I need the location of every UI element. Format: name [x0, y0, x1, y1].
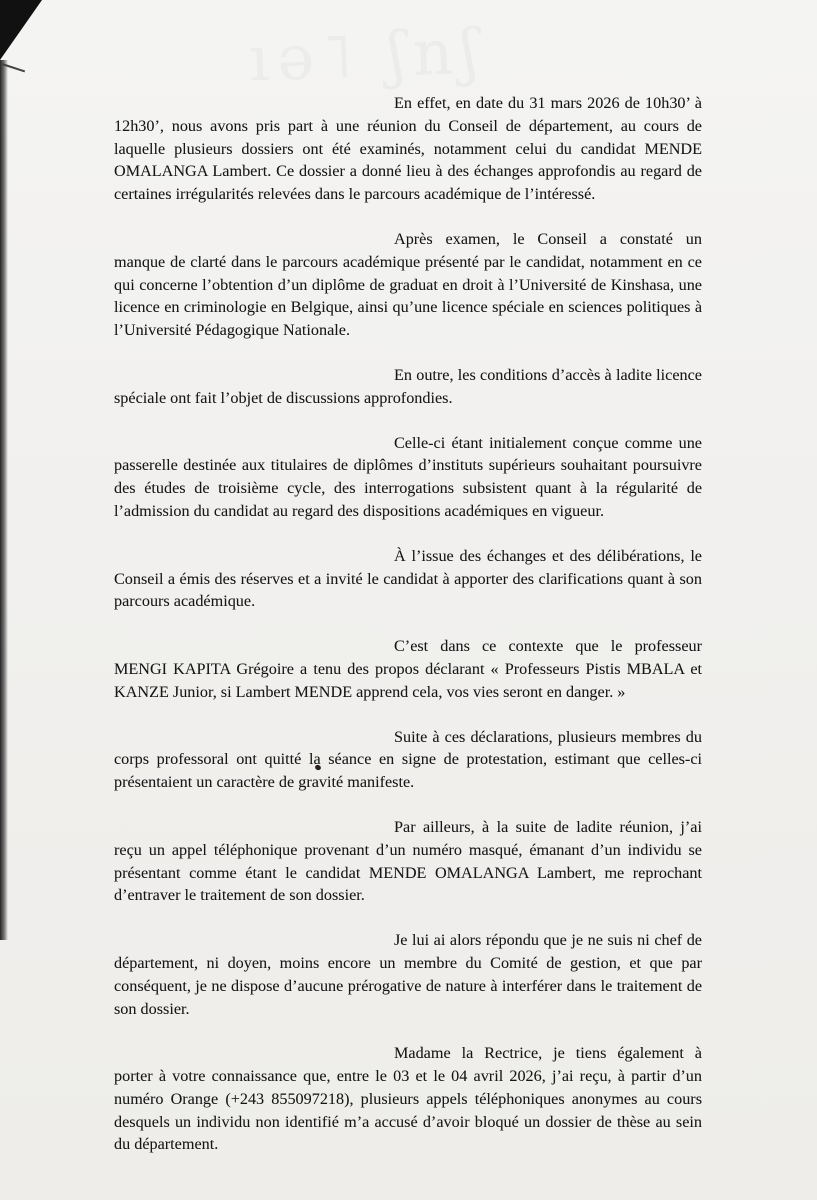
- page-left-edge-shadow: [0, 60, 8, 940]
- paragraph-9: Je lui ai alors répondu que je ne suis ni chef de département, ni doyen, moins encore un membre du Comité de gestion, et que par conséquent, je ne dispose d’aucune prérogative de nature à interférer dans le traitement de son dossier.: [114, 931, 702, 1018]
- paragraph-2: Après examen, le Conseil a constaté un manque de clarté dans le parcours académique présenté par le candidat, notamment en ce qui concerne l’obtention d’un diplôme de graduat en droit à l’Université de Kinshasa, une licence en criminologie en Belgique, ainsi qu’une licence spéciale en sciences politiques à l’Université Pédagogique Nationale.: [114, 229, 702, 340]
- page-corner-shadow: [0, 0, 42, 60]
- paragraph-3: En outre, les conditions d’accès à ladite licence spéciale ont fait l’objet de discussions approfondies.: [114, 365, 702, 407]
- paragraph-4: Celle-ci étant initialement conçue comme une passerelle destinée aux titulaires de diplômes d’instituts supérieurs souhaitant poursuivre des études de troisième cycle, des interrogations subsistent quant à la régularité de l’admission du candidat au regard des dispositions académiques en vigueur.: [114, 433, 702, 520]
- paragraph-10: Madame la Rectrice, je tiens également à porter à votre connaissance que, entre le 03 et le 04 avril 2026, j’ai reçu, à partir d’un numéro Orange (+243 855097218), plusieurs appels téléphoniques anonymes au cours desquels un individu non identifié m’a accusé d’avoir bloqué un dossier de thèse au sein du département.: [114, 1044, 702, 1154]
- bleed-through-marks: ıǝ˥ ʃnʃ: [248, 14, 487, 96]
- paragraph-5: À l’issue des échanges et des délibérations, le Conseil a émis des réserves et a invité le candidat à apporter des clarifications quant à son parcours académique.: [114, 546, 702, 611]
- paragraph-8: Par ailleurs, à la suite de ladite réunion, j’ai reçu un appel téléphonique provenant d’un numéro masqué, émanant d’un individu se présentant comme étant le candidat MENDE OMALANGA Lambert, me reprochant d’entraver le traitement de son dossier.: [114, 817, 702, 905]
- letter-body: [114, 92, 702, 1176]
- paragraph-7: Suite à ces déclarations, plusieurs membres du corps professoral ont quitté la séance en signe de protestation, estimant que celles-ci présentaient un caractère de gravité manifeste.: [114, 727, 702, 792]
- paragraph-1: En effet, en date du 31 mars 2026 de 10h30’ à 12h30’, nous avons pris part à une réunion du Conseil de département, au cours de laquelle plusieurs dossiers ont été examinés, notamment celui du candidat MENDE OMALANGA Lambert. Ce dossier a donné lieu à des échanges approfondis au regard de certaines irrégularités relevées dans le parcours académique de l’intéressé.: [114, 94, 702, 204]
- paragraph-6: C’est dans ce contexte que le professeur MENGI KAPITA Grégoire a tenu des propos déclarant « Professeurs Pistis MBALA et KANZE Junior, si Lambert MENDE apprend cela, vos vies seront en danger. »: [114, 637, 702, 701]
